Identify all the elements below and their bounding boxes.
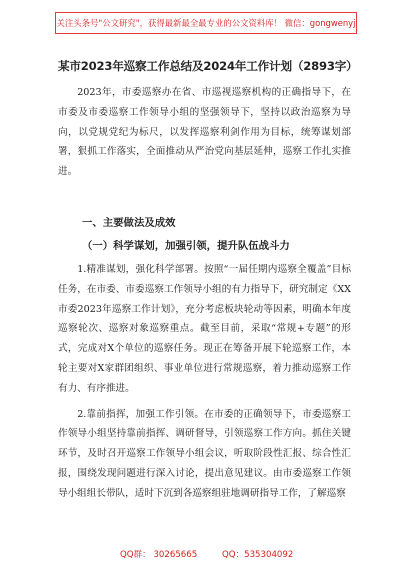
body-section [58, 260, 351, 510]
paragraph-2: 2.靠前指挥，加强工作引领。在市委的正确领导下，市委巡察工作领导小组坚持靠前指挥、调研督导，引领巡察工作方向。抓住关键环节，及时召开巡察工作领导小组会议，听取阶段性汇报、综合性汇报，围绕发现问题进行深入讨论，提出意见建议。由市委巡察工作领导小组组长带队，适时下沉到各巡察组驻地调研指导工作，了解巡察 [58, 408, 351, 499]
intro-section [58, 83, 351, 182]
footer-qq: QQ：535304092 [222, 550, 294, 560]
document-title: 某市2023年巡察工作总结及2024年工作计划（2893字） [58, 59, 358, 73]
paragraph-1: 1.精准谋划，强化科学部署。按照“一届任期内巡察全覆盖”目标任务，在市委、市委巡察工作领导小组的有力指导下，研究制定《XX市委2023年巡察工作计划》，充分考虑板块轮动等因素，明确本年度巡察轮次、巡察对象巡察重点。截至目前，采取“常规+专题”的形式，完成对X个单位的巡察任务。现正在筹备开展下轮巡察工作，本轮主要对X家群团组织、事业单位进行常规巡察，着力推动巡察工作有力、有序推进。 [58, 264, 351, 394]
section-heading: 一、主要做法及成效 [82, 217, 176, 229]
promo-banner: 关注头条号"公文研究"，获得最新最全最专业的公文资料库！ 微信：gongwenyj [55, 12, 357, 34]
intro-paragraph: 2023年，市委巡察办在省、市巡视巡察机构的正确指导下，在市委及市委巡察工作领导小组的坚强领导下，坚持以政治巡察为导向，以党规党纪为标尺，以发挥巡察利剑作用为目标，统筹谋划部署，狠抓工作落实，全面推动从严治党向基层延伸，巡察工作扎实推进。 [58, 87, 351, 178]
footer-qq-group: QQ群： 30265665 [120, 550, 198, 560]
subsection-heading: （一）科学谋划，加强引领，提升队伍战斗力 [82, 240, 290, 252]
